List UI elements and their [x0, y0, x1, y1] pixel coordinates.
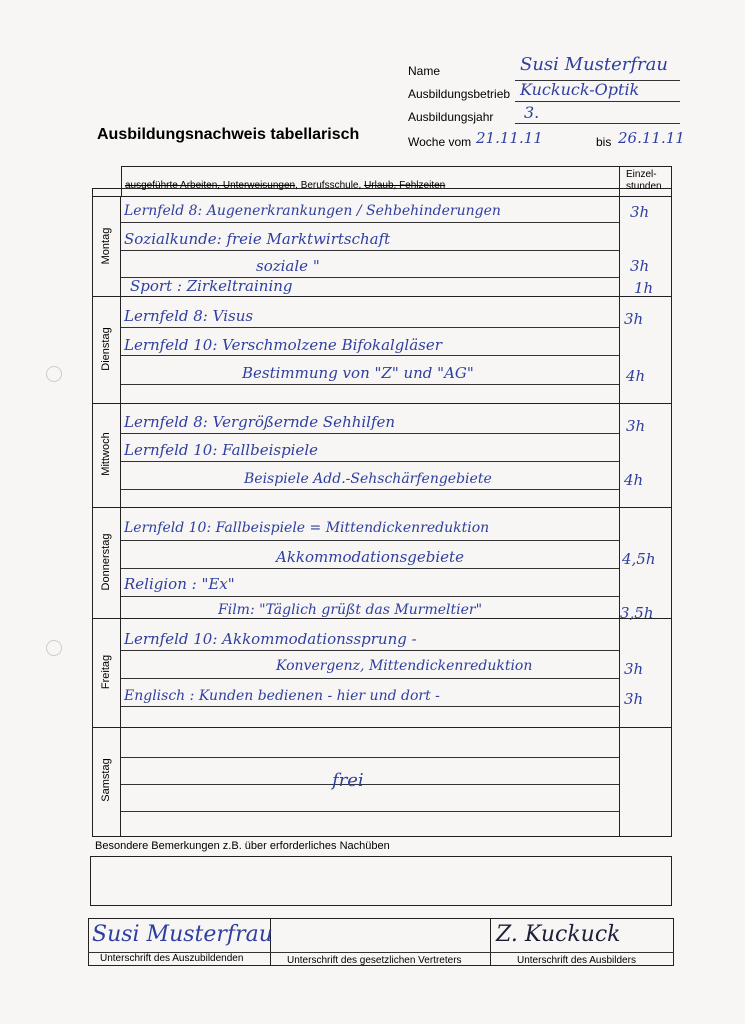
- hours-header-line2: stunden: [626, 181, 662, 192]
- header-bottom-line: [92, 196, 672, 197]
- ruled-line: [121, 384, 619, 385]
- entry-hours: 3h: [630, 203, 650, 221]
- entry-hours: 3,5h: [620, 604, 654, 622]
- name-label: Name: [408, 64, 441, 78]
- ausbilder-signature-label: Unterschrift des Ausbilders: [517, 955, 636, 966]
- entry-hours: 4h: [624, 471, 644, 489]
- day-label-dienstag: Dienstag: [100, 327, 112, 371]
- day-label-montag: Montag: [100, 227, 112, 265]
- hours-header-label: [626, 169, 662, 193]
- ruled-line: [121, 433, 619, 434]
- table-header-text: [125, 180, 445, 191]
- remarks-box: [90, 856, 672, 906]
- day-separator: [92, 727, 672, 728]
- berufsschule-label: Berufsschule: [300, 180, 359, 191]
- punch-hole: [46, 366, 62, 382]
- entry-text: frei: [332, 770, 364, 791]
- azubi-signature-label: Unterschrift des Auszubildenden: [100, 953, 244, 964]
- woche-to-value: 26.11.11: [618, 129, 685, 147]
- ruled-line: [121, 650, 619, 651]
- entry-text: Lernfeld 8: Visus: [124, 307, 254, 325]
- betrieb-label: Ausbildungsbetrieb: [408, 87, 511, 101]
- document-title: Ausbildungsnachweis tabellarisch: [97, 126, 360, 143]
- header-sep-1: ,: [295, 180, 301, 191]
- entry-hours: 4h: [626, 367, 646, 385]
- day-label-freitag: Freitag: [100, 654, 112, 690]
- entry-hours: 3h: [624, 660, 644, 678]
- day-label-mittwoch: Mittwoch: [100, 432, 112, 476]
- ruled-line: [121, 461, 619, 462]
- entry-text: Beispiele Add.-Sehschärfengebiete: [244, 471, 492, 487]
- jahr-value: 3.: [524, 103, 540, 122]
- entry-hours: 1h: [634, 279, 654, 297]
- entry-text: Sozialkunde: freie Marktwirtschaft: [124, 230, 391, 248]
- ruled-line: [121, 355, 619, 356]
- jahr-label: Ausbildungsjahr: [408, 110, 494, 124]
- entry-hours: 4,5h: [622, 550, 656, 568]
- entry-text: Konvergenz, Mittendickenreduktion: [276, 658, 533, 674]
- vertreter-signature-label: Unterschrift des gesetzlichen Vertreters: [287, 955, 462, 966]
- entry-text: Lernfeld 8: Vergrößernde Sehhilfen: [124, 413, 396, 431]
- entry-text: Lernfeld 10: Fallbeispiele: [124, 441, 319, 459]
- header-sep-2: ,: [358, 180, 365, 191]
- entry-hours: 3h: [624, 690, 644, 708]
- day-label-donnerstag: Donnerstag: [100, 533, 112, 591]
- betrieb-value: Kuckuck-Optik: [520, 80, 640, 99]
- ruled-line: [121, 250, 619, 251]
- entry-text: Bestimmung von "Z" und "AG": [242, 364, 474, 382]
- name-value: Susi Musterfrau: [520, 54, 668, 75]
- entry-hours: 3h: [624, 310, 644, 328]
- ruled-line: [121, 784, 619, 785]
- hours-column-divider: [619, 196, 620, 837]
- struck-absences: Urlaub, Fehlzeiten: [364, 180, 446, 191]
- entry-text: Religion : "Ex": [124, 575, 235, 593]
- day-column-divider: [120, 196, 121, 837]
- entry-text: Englisch : Kunden bedienen - hier und dort -: [124, 688, 440, 704]
- entry-text: Sport : Zirkeltraining: [130, 277, 293, 295]
- ruled-line: [121, 489, 619, 490]
- entry-text: Lernfeld 10: Akkommodationssprung -: [124, 630, 417, 648]
- azubi-signature: Susi Musterfrau: [92, 922, 273, 947]
- struck-activities: ausgeführte Arbeiten, Unterweisungen: [125, 180, 296, 191]
- ruled-line: [121, 678, 619, 679]
- bis-label: bis: [596, 135, 612, 149]
- punch-hole: [46, 640, 62, 656]
- entry-text: Lernfeld 10: Verschmolzene Bifokalgläser: [124, 336, 442, 354]
- woche-label: Woche vom: [408, 135, 472, 149]
- ruled-line: [121, 757, 619, 758]
- betrieb-underline: [515, 101, 680, 102]
- ruled-line: [121, 222, 619, 223]
- entry-text: soziale ": [256, 257, 320, 275]
- day-separator: [92, 507, 672, 508]
- entry-text: Film: "Täglich grüßt das Murmeltier": [218, 602, 483, 618]
- ausbilder-signature: Z. Kuckuck: [496, 922, 621, 947]
- remarks-label: Besondere Bemerkungen z.B. über erforderliches Nachüben: [95, 840, 390, 852]
- entry-text: Lernfeld 10: Fallbeispiele = Mittendickenreduktion: [124, 520, 490, 536]
- entry-hours: 3h: [626, 417, 646, 435]
- woche-from-value: 21.11.11: [476, 129, 543, 147]
- ruled-line: [121, 327, 619, 328]
- signature-divider: [490, 918, 491, 966]
- ruled-line: [121, 706, 619, 707]
- day-label-samstag: Samstag: [100, 758, 112, 802]
- day-separator: [92, 296, 672, 297]
- ruled-line: [121, 540, 619, 541]
- entry-text: Akkommodationsgebiete: [276, 548, 464, 566]
- jahr-underline: [515, 123, 680, 124]
- ruled-line: [121, 568, 619, 569]
- day-separator: [92, 403, 672, 404]
- entry-text: Lernfeld 8: Augenerkrankungen / Sehbehinderungen: [124, 203, 501, 219]
- entry-hours: 3h: [630, 257, 650, 275]
- hours-header-line1: Einzel-: [626, 169, 657, 180]
- day-separator: [92, 618, 672, 619]
- ruled-line: [121, 811, 619, 812]
- ruled-line: [121, 596, 619, 597]
